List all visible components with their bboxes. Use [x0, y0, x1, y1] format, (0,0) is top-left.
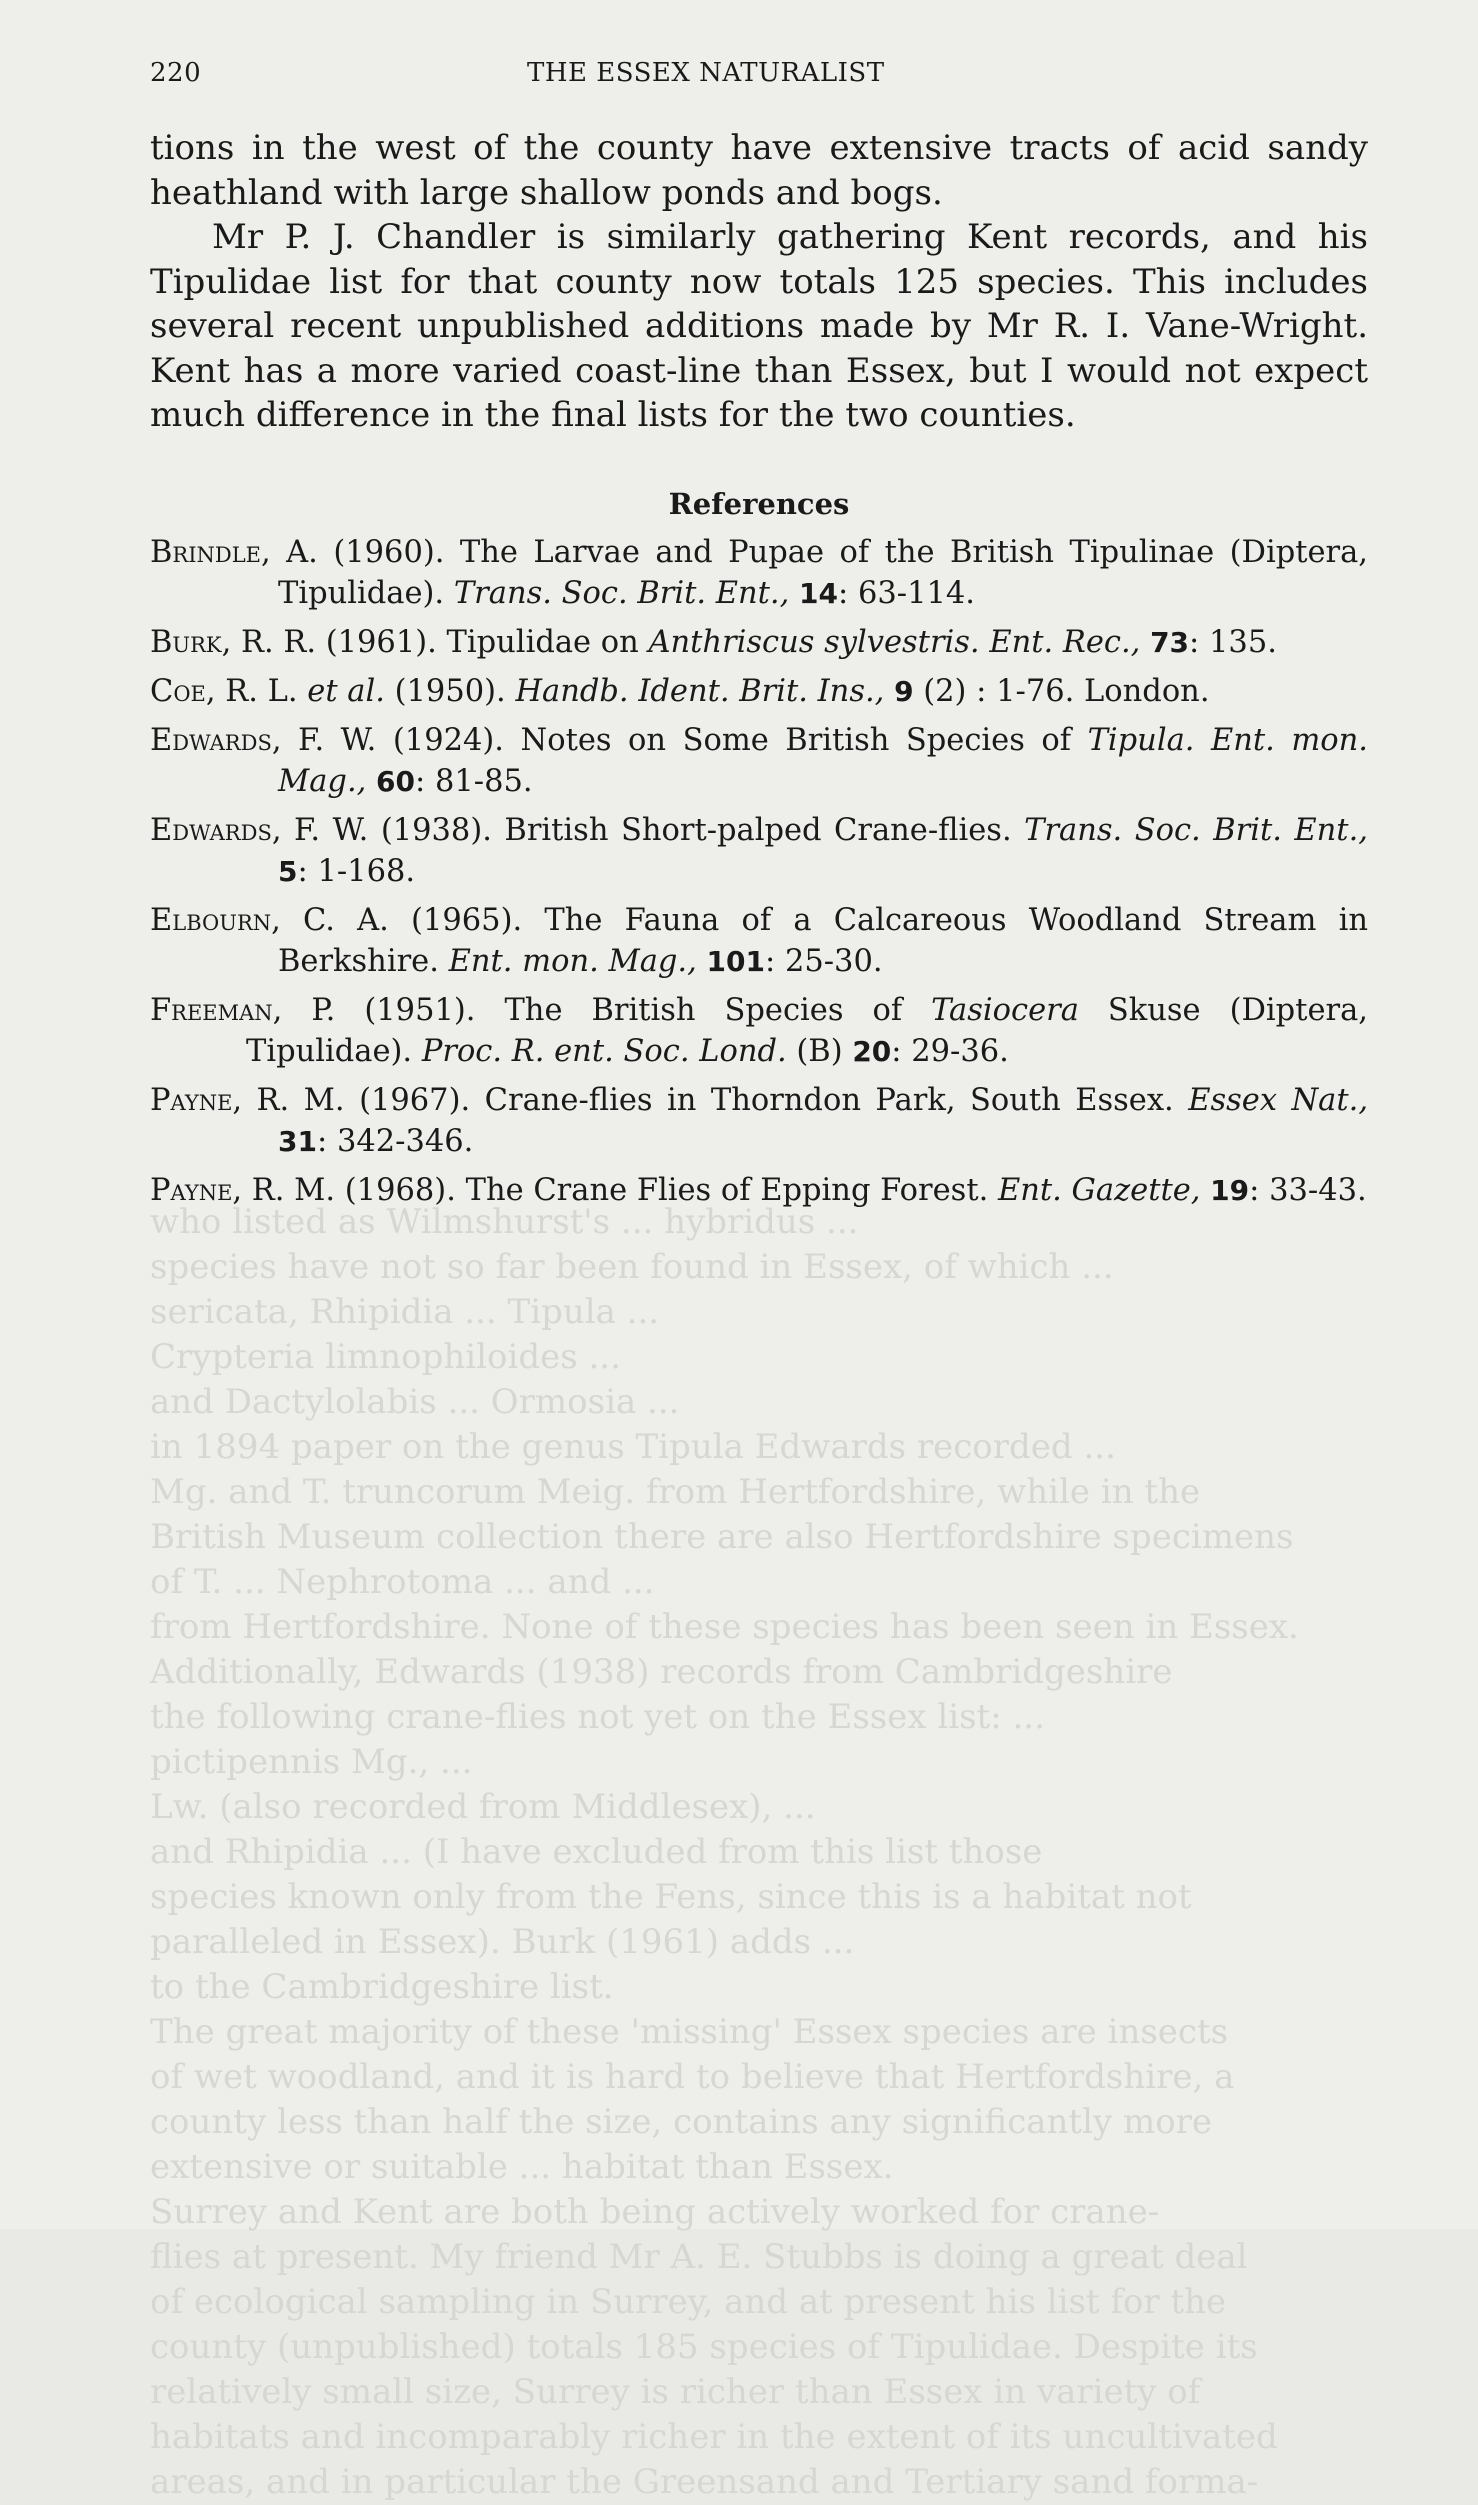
show-through-line: paralleled in Essex). Burk (1961) adds ... [150, 1922, 855, 1962]
reference-item: Payne, R. M. (1968). The Crane Flies of Epping Forest. Ent. Gazette, 19: 33-43. [150, 1173, 1367, 1208]
show-through-line: extensive or suitable ... habitat than Essex. [150, 2147, 894, 2187]
show-through-line: of ecological sampling in Surrey, and at present his list for the [150, 2282, 1227, 2322]
show-through-line: habitats and incomparably richer in the extent of its uncultivated [150, 2417, 1278, 2457]
reference-item: Coe, R. L. et al. (1950). Handb. Ident. Brit. Ins., 9 (2) : 1-76. London. [150, 674, 1210, 709]
reference-item: Brindle, A. (1960). The Larvae and Pupae of the British Tipulinae (Diptera, Tipulidae). Trans. Soc. Brit. Ent., 14: 63-114. [150, 535, 1368, 611]
show-through-line: Additionally, Edwards (1938) records from Cambridgeshire [150, 1652, 1173, 1692]
journal-title: THE ESSEX NATURALIST [527, 58, 885, 88]
paragraph-1: tions in the west of the county have extensive tracts of acid sandy heathland with large shallow ponds and bogs. [150, 128, 1368, 213]
reference-item: Elbourn, C. A. (1965). The Fauna of a Calcareous Woodland Stream in Berkshire. Ent. mon. Mag., 101: 25-30. [150, 903, 1368, 979]
show-through-line: Crypteria limnophiloides ... [150, 1337, 621, 1377]
show-through-line: county (unpublished) totals 185 species of Tipulidae. Despite its [150, 2327, 1258, 2367]
reference-item: Edwards, F. W. (1938). British Short-palped Crane-flies. Trans. Soc. Brit. Ent., 5: 1-168. [150, 813, 1368, 889]
show-through-line: and Dactylolabis ... Ormosia ... [150, 1382, 680, 1422]
show-through-line: from Hertfordshire. None of these species has been seen in Essex. [150, 1607, 1299, 1647]
references-heading: References [668, 487, 850, 521]
show-through-line: species have not so far been found in Essex, of which ... [150, 1247, 1114, 1287]
show-through-line: British Museum collection there are also Hertfordshire specimens [150, 1517, 1294, 1557]
show-through-line: of T. ... Nephrotoma ... and ... [150, 1562, 655, 1602]
show-through-line: who listed as Wilmshurst's ... hybridus ... [150, 1202, 859, 1242]
show-through-line: Lw. (also recorded from Middlesex), ... [150, 1787, 816, 1827]
show-through-line: and Rhipidia ... (I have excluded from this list those [150, 1832, 1043, 1872]
reference-item: Burk, R. R. (1961). Tipulidae on Anthriscus sylvestris. Ent. Rec., 73: 135. [150, 625, 1277, 660]
page-number: 220 [150, 58, 202, 88]
reference-item: Freeman, P. (1951). The British Species of Tasiocera Skuse (Diptera, Tipulidae). Proc. R. ent. Soc. Lond. (B) 20: 29-36. [150, 993, 1368, 1069]
show-through-line: in 1894 paper on the genus Tipula Edwards recorded ... [150, 1427, 1116, 1467]
show-through-line: the following crane-flies not yet on the Essex list: ... [150, 1697, 1045, 1737]
show-through-line: Mg. and T. truncorum Meig. from Hertfordshire, while in the [150, 1472, 1201, 1512]
paragraph-2: Mr P. J. Chandler is similarly gathering Kent records, and his Tipulidae list for that county now totals 125 species. This includes several recent unpublished additions made by Mr R. I. Vane-Wright. Kent has a more varied coast-line than Essex, but I would not expect much difference in the final lists for the two counties. [150, 217, 1368, 435]
show-through-line: of wet woodland, and it is hard to believe that Hertfordshire, a [150, 2057, 1235, 2097]
references-list [150, 532, 1368, 1219]
show-through-line: sericata, Rhipidia ... Tipula ... [150, 1292, 660, 1332]
show-through-line: flies at present. My friend Mr A. E. Stubbs is doing a great deal [150, 2237, 1248, 2277]
show-through-text [150, 1200, 1368, 2505]
show-through-line: areas, and in particular the Greensand and Tertiary sand forma- [150, 2462, 1259, 2502]
show-through-line: to the Cambridgeshire list. [150, 1967, 614, 2007]
reference-item: Payne, R. M. (1967). Crane-flies in Thorndon Park, South Essex. Essex Nat., 31: 342-346. [150, 1083, 1369, 1159]
show-through-line: species known only from the Fens, since this is a habitat not [150, 1877, 1192, 1917]
show-through-line: pictipennis Mg., ... [150, 1742, 473, 1782]
show-through-line: county less than half the size, contains any significantly more [150, 2102, 1213, 2142]
show-through-line: Surrey and Kent are both being actively worked for crane- [150, 2192, 1160, 2232]
show-through-line: relatively small size, Surrey is richer than Essex in variety of [150, 2372, 1201, 2412]
body-text [150, 126, 1368, 438]
show-through-line: The great majority of these 'missing' Essex species are insects [150, 2012, 1229, 2052]
reference-item: Edwards, F. W. (1924). Notes on Some British Species of Tipula. Ent. mon. Mag., 60: 81-85. [150, 723, 1368, 799]
